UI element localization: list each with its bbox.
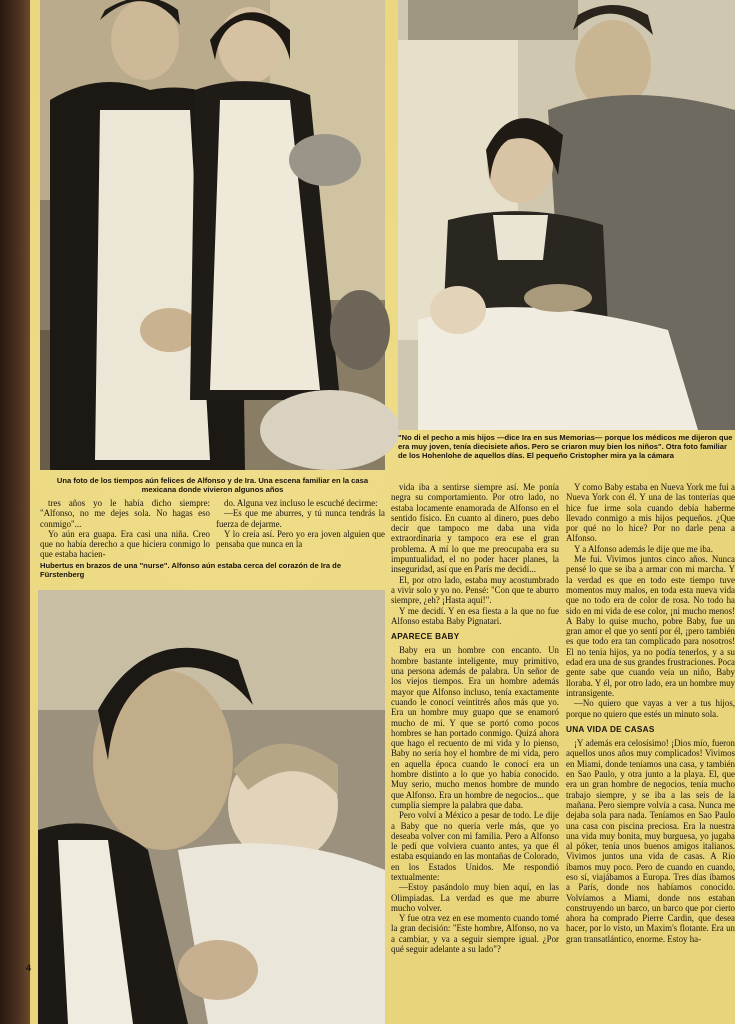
- article-col2: [391, 482, 559, 954]
- caption-couple-cooking: Una foto de los tiempos aún felices de Alfonso y de Ira. Una escena familiar en la casa mexicana donde vivieron algunos años: [56, 476, 369, 495]
- paragraph: Me fui. Vivimos juntos cinco años. Nunca pensé lo que se iba a armar con mi marcha. Y la verdad es que en todo este tiempo tuve momentos muy malos, en toda esta nueva vida que no todo era de color de rosa. No todo ha sido en mi vida de ese color, ¡ni mucho menos! A Baby lo quise mucho, pobre Baby, fue un gran amor el que yo sentí por él, ¡pero también es que todo era tan complicado para nosotros! El no tenía hijos, ya no podía tenerlos, y a su edad era una de sus grandes frustraciones. Poca gente sabe que cuando veía un niño, Baby lloraba. Y él, por otro lado, era un hombre muy intransigente.: [566, 554, 735, 698]
- paragraph: Pero volví a México a pesar de todo. Le dije a Baby que no quería verle más, que yo deseaba volver con mi familia. Pero a Alfonso le pedí que volviera cuanto antes, ya que él estaba esquiando en las montañas de Colorado, en los Estados Unidos. Me respondió textualmente:: [391, 810, 559, 882]
- paragraph: Y a Alfonso además le dije que me iba.: [574, 543, 713, 554]
- paragraph: El, por otro lado, estaba muy acostumbrado a vivir solo y yo no. Pensé: "Con que te aburro siempre, ¿eh? ¡Hasta aquí!".: [391, 574, 559, 606]
- caption-hubertus: Hubertus en brazos de una "nurse". Alfonso aún estaba cerca del corazón de Ira de Fürstenberg: [40, 561, 342, 580]
- photo-mother-baby: [398, 0, 735, 430]
- page-number: 4: [26, 963, 32, 973]
- paragraph: tres años yo le había dicho siempre: "Alfonso, no me dejes sola. No hagas eso conmigo"...: [40, 498, 210, 529]
- photo-mother-baby-image: [398, 0, 735, 430]
- article-col3: [566, 482, 735, 944]
- paragraph: ¡Y además era celosísimo! ¡Dios mío, fueron aquellos unos años muy complicados! Vivimos en Miami, donde teníamos una casa, y también en Sao Paulo, y otra junto a la playa. El, que era un gran hombre de negocios, tenía mucho trabajo siempre, y se iba a las seis de la mañana. Pero siempre volvía a casa. Nunca me dejaba sola para nada. Teníamos en Sao Paulo una casa con piscina preciosa. Era la nuestra una vida muy bonita, muy burguesa, yo jugaba al póker, tenía unos buenos amigos italianos. Vivimos juntos una vida de casas. A Río íbamos muy poco. Pero de cuando en cuando, eso sí, viajábamos a Europa. Tres días íbamos a París, donde nos habíamos conocido. Volvíamos a Miami, donde nos estaban construyendo un barco, un barco que por cierto ahora ha comprado Pierre Cardin, que desea hacer, por lo visto, un Maxim's flotante. Era un gran transatlántico, enorme. Estoy ha-: [566, 738, 735, 944]
- paragraph: —Estoy pasándolo muy bien aquí, en las Olimpiadas. La verdad es que me aburre mucho volver.: [391, 882, 559, 913]
- article-col1b: [216, 498, 385, 550]
- paragraph: do. Alguna vez incluso le escuché decirme:: [224, 498, 378, 508]
- paragraph: Yo aún era guapa. Era casi una niña. Creo que no había derecho a que hiciera conmigo lo que estaba hacien-: [40, 528, 210, 560]
- paragraph: —No quiero que vayas a ver a tus hijos, porque no quiero que estés un minuto sola.: [566, 698, 735, 719]
- paragraph: Y lo creía así. Pero yo era joven alguien que pensaba que nunca en la: [216, 528, 385, 550]
- magazine-page: [30, 0, 735, 1024]
- section-heading-aparece-baby: APARECE BABY: [391, 632, 460, 642]
- section-heading-una-vida-de-casas: UNA VIDA DE CASAS: [566, 724, 655, 734]
- paragraph: Y como Baby estaba en Nueva York me fui a Nueva York con él. Y una de las tonterías que hice fue irme sola cuando debía haberme llevado conmigo a mis hijos pequeños. ¿Que por qué no lo hice? Por no darle pena a Alfonso.: [566, 482, 735, 544]
- magazine-spine: [0, 0, 30, 1024]
- photo-man-child: [38, 590, 385, 1024]
- photo-couple-cooking: [40, 0, 385, 470]
- photo-man-child-image: [38, 590, 385, 1024]
- paragraph: Y fue otra vez en ese momento cuando tomé la gran decisión: "Este hombre, Alfonso, no va a cambiar, y va a seguir siempre igual. ¿Por qué seguir adelante a su lado"?: [391, 913, 559, 955]
- paragraph: vida iba a sentirse siempre así. Me ponía negra su comportamiento. Por otro lado, no estaba locamente enamorada de Alfonso en el sentido físico. En cuanto al dinero, pues debo decir que tampoco me daba una vida extraordinaria y tampoco era ese el gran problema. A mí lo que me preocupaba era su impuntualidad, el no poder hacer planes, la inseguridad, así que en París me decidí...: [391, 482, 559, 575]
- photo-couple-cooking-image: [40, 0, 385, 470]
- article-col1a: [40, 498, 210, 560]
- paragraph: —Es que me aburres, y tú nunca tendrás la fuerza de dejarme.: [216, 508, 385, 529]
- paragraph: Y me decidí. Y en esa fiesta a la que no fue Alfonso estaba Baby Pignatari.: [391, 605, 559, 626]
- caption-mother-baby: "No di el pecho a mis hijos —dice Ira en sus Memorias— porque los médicos me dijeron que era muy joven, tenía diecisiete años. Pero se criaron muy bien los niños". Otra foto familiar de los Hohenlohe de aquellos días. El pequeño Cristopher mira ya la cámara: [398, 433, 733, 461]
- paragraph: Baby era un hombre con encanto. Un hombre bastante inteligente, muy primitivo, una persona además de palabra. Un señor de los viejos tiempos. Era un hombre además mayor que Alfonso incluso, tenía exactamente cuando le conocí veintitrés años más que yo. Era un hombre muy guapo que se enamoró mucho de mí. Y que se portó como pocos hombres se han portado conmigo. Quizá ahora que hago el recuento de mi vida y lo pienso, Baby no sería hoy el hombre de mi vida, pero en aquella época cuando le conocí era un hombre distinto a lo que yo había conocido. Muy serio, mucho menos hombre de mundo que Alfonso. Era un hombre de negocios... que cumplía siempre la palabra que daba.: [391, 645, 559, 810]
